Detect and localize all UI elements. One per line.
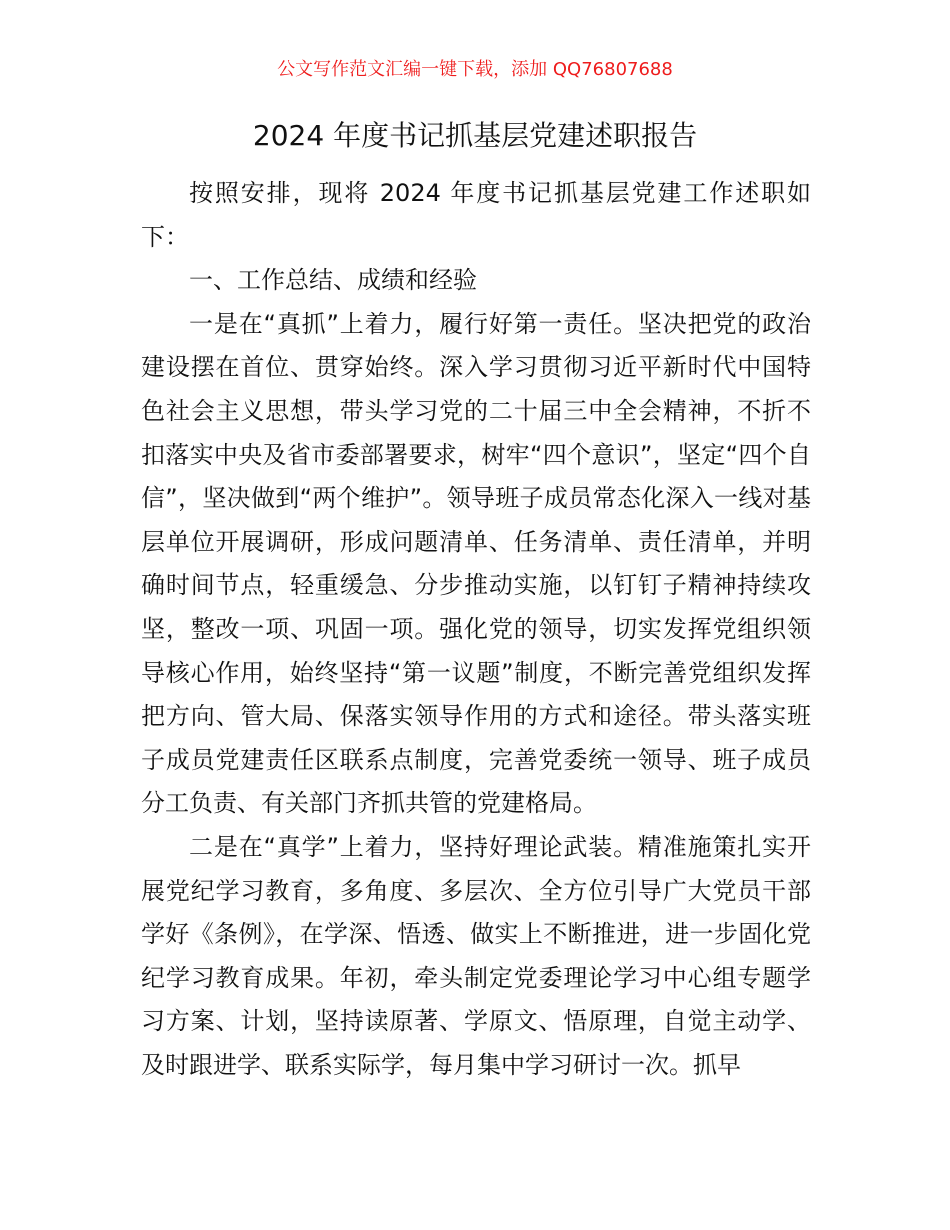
- body-paragraph: 一是在“真抓”上着力，履行好第一责任。坚决把党的政治建设摆在首位、贯穿始终。深入学习贯彻习近平新时代中国特色社会主义思想，带头学习党的二十届三中全会精神，不折不扣落实中央及省市委部署要求，树牢“四个意识”，坚定“四个自信”，坚决做到“两个维护”。领导班子成员常态化深入一线对基层单位开展调研，形成问题清单、任务清单、责任清单，并明确时间节点，轻重缓急、分步推动实施，以钉钉子精神持续攻坚，整改一项、巩固一项。强化党的领导，切实发挥党组织领导核心作用，始终坚持“第一议题”制度，不断完善党组织发挥把方向、管大局、保落实领导作用的方式和途径。带头落实班子成员党建责任区联系点制度，完善党委统一领导、班子成员分工负责、有关部门齐抓共管的党建格局。: [141, 309, 811, 818]
- body-paragraph: 二是在“真学”上着力，坚持好理论武装。精准施策扎实开展党纪学习教育，多角度、多层次、全方位引导广大党员干部学好《条例》，在学深、悟透、做实上不断推进，进一步固化党纪学习教育成果。年初，牵头制定党委理论学习中心组专题学习方案、计划，坚持读原著、学原文、悟原理，自觉主动学、及时跟进学、联系实际学，每月集中学习研讨一次。抓早: [141, 832, 811, 1079]
- document-body: [141, 172, 811, 1087]
- document-title: 2024 年度书记抓基层党建述职报告: [252, 119, 698, 152]
- download-note: 公文写作范文汇编一键下载，添加 QQ76807688: [277, 59, 673, 80]
- section-heading: 一、工作总结、成绩和经验: [189, 266, 477, 295]
- intro-paragraph: 按照安排，现将 2024 年度书记抓基层党建工作述职如下：: [141, 179, 811, 251]
